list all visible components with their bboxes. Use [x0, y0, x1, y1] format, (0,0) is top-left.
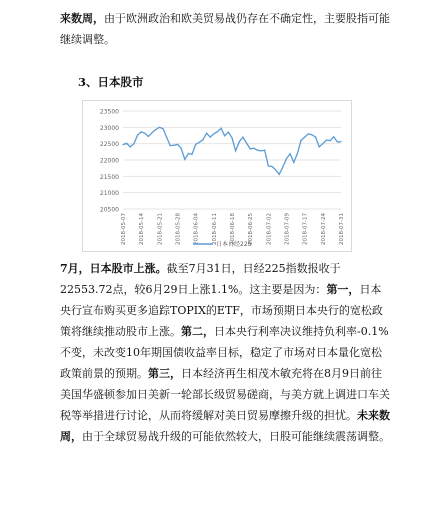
data-point — [199, 142, 200, 143]
data-point — [322, 143, 323, 144]
x-tick-label: 2018-07-17 — [302, 213, 309, 245]
data-point — [304, 137, 305, 138]
data-point — [224, 135, 225, 136]
data-point — [210, 137, 211, 138]
data-point — [333, 136, 334, 137]
data-point — [122, 144, 123, 145]
data-point — [275, 169, 276, 170]
x-tick-label: 2018-06-25 — [248, 213, 255, 245]
paragraph-run: 日本经济再生相茂木敏充将在8月9日前往美国华盛顿参加日美新一轮部长级贸易磋商，与美方就上调进口车关税等举措进行讨论，从而将缓解对美日贸易摩擦升级的担忧。 — [60, 367, 390, 422]
y-tick-label: 23500 — [99, 108, 119, 116]
y-tick-label: 20500 — [99, 206, 119, 214]
data-point — [231, 137, 232, 138]
legend-label: 日本日经225 — [216, 241, 252, 248]
data-point — [268, 165, 269, 166]
x-tick-label: 2018-07-02 — [266, 213, 273, 245]
x-tick-label: 2018-06-18 — [230, 213, 236, 245]
data-point — [141, 131, 142, 132]
data-point — [286, 158, 287, 159]
paragraph-run: 日本央行宣布购买更多追踪TOPIX的ETF，市场预期日本央行的宽松政策将继续推动股市上涨。 — [60, 283, 383, 338]
data-point — [155, 129, 156, 130]
data-point — [308, 133, 309, 134]
data-point — [126, 143, 127, 144]
x-tick-label: 2018-05-21 — [157, 213, 164, 245]
data-point — [170, 145, 171, 146]
data-point — [311, 134, 312, 135]
data-point — [257, 150, 258, 151]
data-point — [297, 153, 298, 154]
data-point — [242, 137, 243, 138]
data-point — [279, 174, 280, 175]
data-point — [282, 166, 283, 167]
data-point — [235, 150, 236, 151]
data-point — [177, 144, 178, 145]
nikkei-chart — [82, 100, 352, 252]
data-point — [271, 166, 272, 167]
data-point — [250, 148, 251, 149]
data-point — [246, 142, 247, 143]
data-point — [213, 133, 214, 134]
y-tick-label: 23000 — [99, 124, 119, 132]
data-point — [152, 132, 153, 133]
x-tick-label: 2018-06-11 — [211, 213, 218, 245]
data-point — [228, 132, 229, 133]
data-point — [184, 159, 185, 160]
data-point — [340, 141, 341, 142]
data-point — [221, 128, 222, 129]
paragraph-bold-run: 7月，日本股市上涨。 — [60, 262, 167, 275]
x-tick-label: 2018-06-04 — [193, 213, 200, 245]
data-point — [202, 139, 203, 140]
data-point — [337, 141, 338, 142]
intro-paragraph — [60, 8, 390, 50]
x-tick-label: 2018-07-31 — [339, 213, 345, 245]
paragraph-run: 由于全球贸易战升级的可能依然较大，日股可能继续震荡调整。 — [82, 430, 390, 443]
data-point — [133, 143, 134, 144]
paragraph-bold-run: 未来数周， — [60, 409, 390, 443]
x-tick-label: 2018-05-14 — [139, 213, 146, 245]
intro-lead: 来数周， — [60, 12, 104, 25]
data-point — [300, 140, 301, 141]
paragraph-bold-run: 第二， — [181, 325, 214, 338]
paragraph-run: 截至7月31日，日经225指数报收于22553.72点，较6月29日上涨1.1%。这主要是因为： — [60, 262, 341, 296]
data-point — [137, 135, 138, 136]
intro-text: 由于欧洲政治和欧美贸易战仍存在不确定性，主要股指可能继续调整。 — [60, 12, 390, 46]
y-tick-label: 21500 — [99, 173, 119, 181]
data-point — [166, 137, 167, 138]
data-point — [326, 140, 327, 141]
data-point — [206, 133, 207, 134]
data-point — [181, 148, 182, 149]
data-point — [315, 137, 316, 138]
data-point — [144, 133, 145, 134]
data-point — [195, 144, 196, 145]
x-tick-label: 2018-07-24 — [320, 212, 327, 245]
data-point — [261, 150, 262, 151]
y-tick-label: 22000 — [99, 157, 119, 165]
data-point — [191, 154, 192, 155]
data-point — [330, 140, 331, 141]
chart-canvas — [83, 101, 351, 251]
data-point — [253, 148, 254, 149]
data-point — [290, 153, 291, 154]
data-point — [319, 146, 320, 147]
x-tick-label: 2018-05-07 — [121, 213, 127, 245]
data-point — [130, 146, 131, 147]
y-tick-label: 21000 — [99, 190, 119, 198]
data-point — [162, 128, 163, 129]
paragraph-bold-run: 第一， — [326, 283, 360, 296]
paragraph-bold-run: 第三， — [148, 367, 181, 380]
main-paragraph — [60, 258, 390, 447]
x-tick-label: 2018-05-28 — [175, 213, 182, 245]
data-point — [148, 136, 149, 137]
section-heading: 3、日本股市 — [78, 75, 144, 89]
data-point — [264, 150, 265, 151]
data-point — [188, 153, 189, 154]
y-tick-label: 22500 — [99, 141, 119, 149]
data-point — [293, 162, 294, 163]
paragraph-run: 日本央行利率决议维持负利率-0.1%不变，未改变10年期国债收益率目标，稳定了市场对日本量化宽松政策前景的预期。 — [60, 325, 389, 380]
x-tick-label: 2018-07-09 — [284, 213, 291, 245]
data-point — [159, 127, 160, 128]
data-point — [239, 141, 240, 142]
data-point — [217, 131, 218, 132]
data-point — [173, 145, 174, 146]
